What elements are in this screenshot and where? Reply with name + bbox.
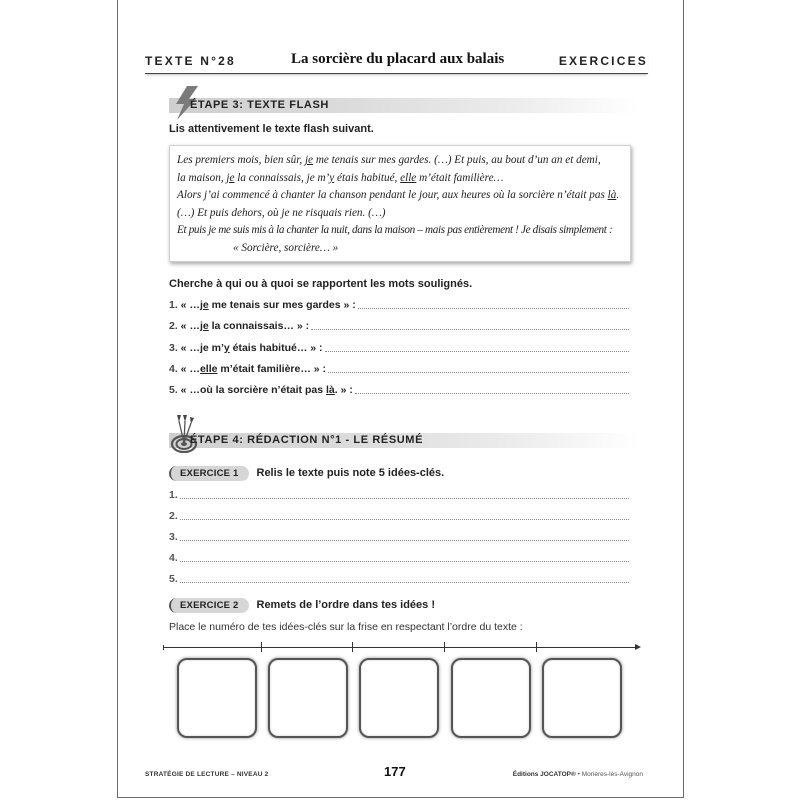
question-2: 2. « …je la connaissais… » : [169,318,629,332]
answer-line-2[interactable] [311,329,629,330]
exercise1-badge: EXERCICE 1 [169,466,249,481]
step4-title: ÉTAPE 4: RÉDACTION N°1 - LE RÉSUMÉ [190,434,424,446]
question-5: 5. « …où la sorcière n’était pas là. » : [169,382,629,396]
exercise2-header [169,597,435,613]
exercise1-instruction: Relis le texte puis note 5 idées-clés. [256,467,445,479]
worksheet-page [117,0,684,798]
flash-line-3: Alors j’ai commencé à chanter la chanson pendant le jour, aux heures où la sorcière n’était pas là. [177,189,620,202]
underlined-word: là [607,189,617,202]
arrow-head-icon [635,644,641,650]
page-number: 177 [384,764,406,779]
flash-line-1: Les premiers mois, bien sûr, je me tenais sur mes gardes. (…) Et puis, au bout d’un an et demi, [177,154,601,166]
question-1: 1. « …je me tenais sur mes gardes » : [169,297,629,311]
idea-line-2[interactable] [180,519,629,520]
idea-line-1[interactable] [180,498,629,499]
idea-row-2: 2. [169,508,629,522]
flash-line-4: (…) Et puis dehors, où je ne risquais rien. (…) [177,206,386,219]
section-label: EXERCICES [558,54,648,68]
step3-title: ÉTAPE 3: TEXTE FLASH [190,99,329,111]
underlined-word: elle [400,171,417,184]
question-prompt: Cherche à qui ou à quoi se rapportent les mots soulignés. [169,278,473,290]
exercise2-instruction: Remets de l’ordre dans tes idées ! [256,599,436,611]
idea-line-4[interactable] [180,561,629,562]
question-3: 3. « …je m’y étais habitué… » : [169,340,629,354]
answer-line-3[interactable] [325,351,630,352]
timeline-tick [261,642,262,652]
idea-row-5: 5. [169,571,629,585]
idea-row-1: 1. [169,487,629,501]
idea-row-4: 4. [169,550,629,564]
page-header [145,52,648,74]
answer-line-5[interactable] [355,393,629,394]
timeline-tick [352,642,353,652]
timeline-tick [444,642,445,652]
timeline-box-4[interactable] [451,658,531,738]
timeline-box-2[interactable] [268,658,348,738]
idea-row-3: 3. [169,529,629,543]
target-darts-icon [170,413,200,453]
flash-line-6: « Sorcière, sorcière… » [233,241,339,254]
page-title: La sorcière du placard aux balais [291,51,505,67]
question-4: 4. « …elle m’était familière… » : [169,361,629,375]
answer-line-4[interactable] [328,372,629,373]
footer-publisher: Éditions JOCATOP® • Morières-lès-Avignon [512,771,643,778]
exercise2-badge: EXERCICE 2 [169,598,249,613]
exercise1-header [169,465,444,481]
underlined-word: je [304,154,314,166]
flash-line-2: la maison, je la connaissais, je m’y étais habitué, elle m’était familière… [177,171,504,184]
timeline-tick [536,642,537,652]
underlined-word: y [329,171,335,184]
idea-line-5[interactable] [180,582,629,583]
flash-text-box [169,145,631,262]
timeline-box-3[interactable] [359,658,439,738]
step3-instruction: Lis attentivement le texte flash suivant. [169,123,374,135]
text-number: TEXTE N°28 [145,54,236,68]
exercise2-subinstruction: Place le numéro de tes idées-clés sur la frise en respectant l’ordre du texte : [169,621,523,633]
idea-line-3[interactable] [180,540,629,541]
answer-line-1[interactable] [358,308,629,309]
timeline-box-5[interactable] [542,658,622,738]
timeline-arrow [163,647,637,648]
flash-line-5: Et puis je me suis mis à la chanter la nuit, dans la maison – mais pas entièrement ! Je disais simplement : [177,224,613,237]
underlined-word: je [226,171,235,184]
timeline-box-1[interactable] [177,658,257,738]
footer-series: STRATÉGIE DE LECTURE – NIVEAU 2 [145,771,269,778]
